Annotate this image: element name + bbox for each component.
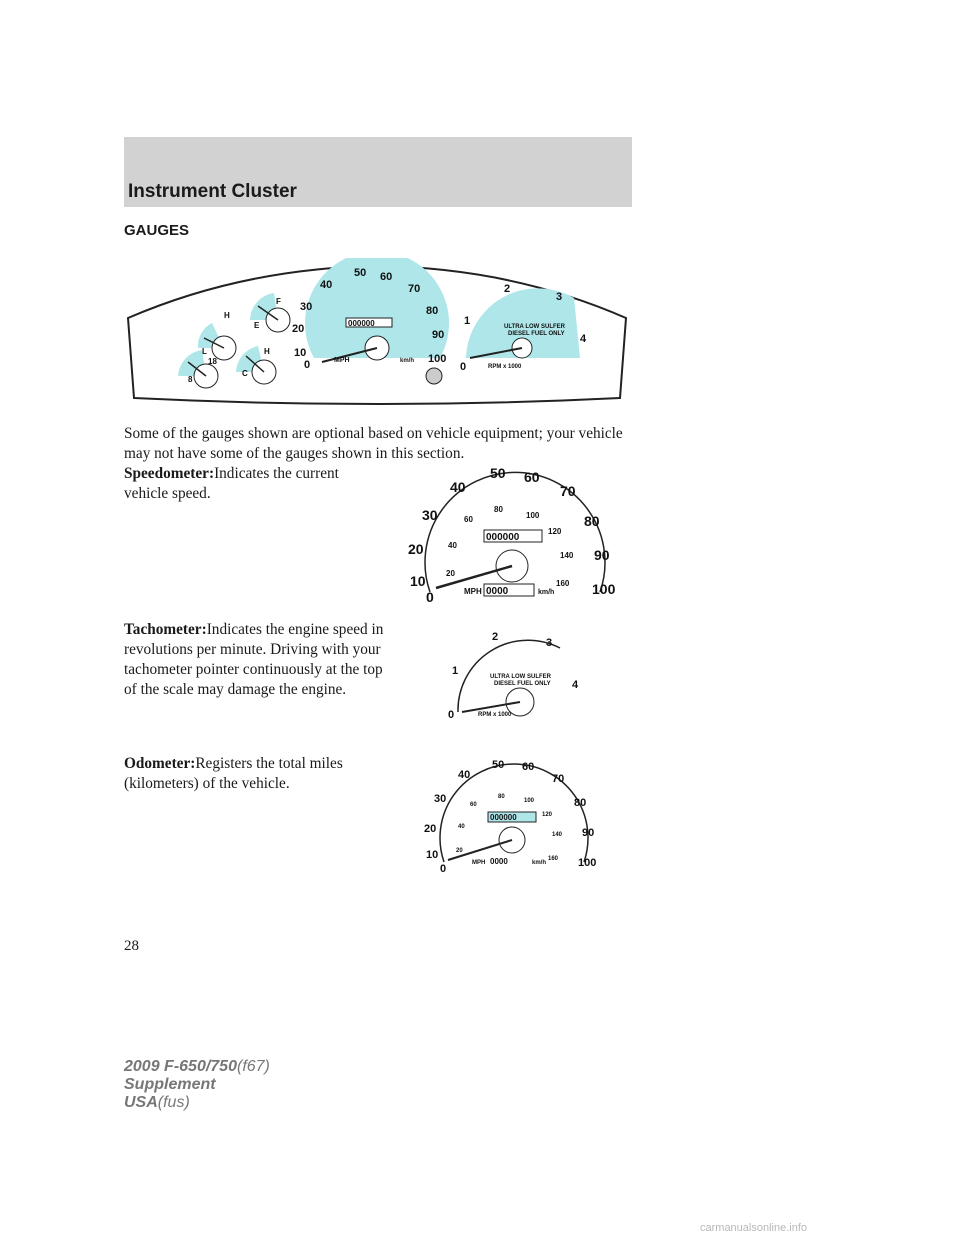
speedometer-text: Indicates the current vehicle speed. (124, 465, 339, 502)
svg-text:50: 50 (490, 465, 506, 481)
svg-text:0: 0 (440, 863, 447, 875)
fuel-gauge (250, 293, 290, 332)
tachometer-illustration (440, 628, 590, 724)
svg-text:70: 70 (552, 773, 565, 785)
svg-text:RPM x 1000: RPM x 1000 (478, 712, 512, 718)
svg-text:30: 30 (422, 507, 438, 523)
svg-text:000000: 000000 (348, 319, 375, 328)
svg-text:0: 0 (448, 709, 455, 721)
cluster-illustration (124, 258, 632, 410)
watermark[interactable]: carmanualsonline.info (700, 1222, 808, 1234)
svg-text:90: 90 (432, 329, 445, 341)
svg-text:F: F (276, 297, 281, 306)
oil-pressure-gauge (198, 311, 236, 360)
tachometer-text: Indicates the engine speed in revolutions per minute. Driving with your tachometer pointer continuously at the top of the scale may damage the engine. (124, 621, 384, 698)
odometer-description (124, 754, 386, 794)
svg-text:100: 100 (526, 511, 540, 520)
odometer-illustration (420, 754, 610, 878)
svg-text:50: 50 (354, 267, 367, 279)
svg-text:60: 60 (524, 469, 540, 485)
svg-text:4: 4 (580, 333, 587, 345)
svg-text:DIESEL FUEL ONLY: DIESEL FUEL ONLY (508, 331, 565, 337)
svg-text:80: 80 (498, 794, 505, 800)
svg-text:60: 60 (470, 802, 477, 808)
svg-text:ULTRA LOW SULFER: ULTRA LOW SULFER (490, 674, 551, 680)
svg-text:70: 70 (560, 483, 576, 499)
svg-text:40: 40 (458, 769, 471, 781)
svg-text:0000: 0000 (490, 857, 508, 866)
footer (124, 1058, 270, 1112)
svg-text:100: 100 (524, 798, 535, 804)
svg-text:0: 0 (304, 359, 311, 371)
svg-text:90: 90 (582, 827, 595, 839)
svg-text:40: 40 (448, 541, 457, 550)
page-title: Instrument Cluster (128, 181, 297, 202)
svg-text:20: 20 (292, 323, 305, 335)
svg-text:km/h: km/h (532, 860, 547, 866)
svg-text:120: 120 (542, 812, 553, 818)
footer-model-code: (f67) (236, 1058, 270, 1075)
svg-text:40: 40 (320, 279, 333, 291)
svg-text:80: 80 (426, 305, 439, 317)
svg-text:10: 10 (410, 573, 426, 589)
tachometer-term: Tachometer: (124, 621, 207, 638)
svg-text:70: 70 (408, 283, 421, 295)
svg-text:30: 30 (434, 793, 447, 805)
speedometer-description (124, 464, 386, 504)
svg-text:km/h: km/h (538, 589, 555, 596)
svg-text:000000: 000000 (486, 532, 520, 543)
svg-text:100: 100 (578, 857, 597, 869)
section-heading: GAUGES (124, 222, 190, 239)
svg-text:8: 8 (188, 375, 193, 384)
svg-text:160: 160 (556, 579, 570, 588)
footer-model: 2009 F-650/750 (124, 1058, 237, 1075)
svg-text:40: 40 (450, 479, 466, 495)
speedometer-illustration (400, 460, 630, 610)
footer-line2: Supplement (124, 1076, 216, 1093)
svg-text:30: 30 (300, 301, 313, 313)
svg-text:1: 1 (452, 665, 459, 677)
svg-text:50: 50 (492, 759, 505, 771)
cluster-speedometer (292, 258, 449, 371)
speedometer-term: Speedometer: (124, 465, 215, 482)
intro-paragraph: Some of the gauges shown are optional based on vehicle equipment; your vehicle may not have some of the gauges shown in this section. (124, 425, 623, 462)
svg-text:10: 10 (294, 347, 307, 359)
svg-text:MPH: MPH (464, 587, 482, 596)
svg-text:ULTRA LOW SULFER: ULTRA LOW SULFER (504, 324, 565, 330)
svg-text:E: E (254, 321, 260, 330)
svg-text:90: 90 (594, 547, 610, 563)
tachometer-description (124, 620, 386, 700)
svg-text:60: 60 (522, 761, 535, 773)
svg-text:DIESEL FUEL ONLY: DIESEL FUEL ONLY (494, 681, 551, 687)
svg-text:C: C (242, 369, 248, 378)
svg-text:RPM x 1000: RPM x 1000 (488, 364, 522, 370)
svg-text:100: 100 (592, 581, 616, 597)
svg-text:80: 80 (574, 797, 587, 809)
cluster-tachometer (460, 283, 587, 373)
svg-text:2: 2 (504, 283, 511, 295)
page-number: 28 (124, 938, 139, 954)
svg-text:0: 0 (426, 589, 434, 605)
svg-text:20: 20 (408, 541, 424, 557)
svg-text:140: 140 (560, 551, 574, 560)
footer-region-code: (fus) (157, 1094, 190, 1111)
svg-text:0: 0 (460, 361, 467, 373)
svg-text:L: L (202, 347, 207, 356)
svg-text:H: H (264, 347, 270, 356)
odometer-text: Registers the total miles (kilometers) of the vehicle. (124, 755, 343, 792)
svg-text:H: H (224, 311, 230, 320)
footer-region: USA (124, 1094, 158, 1111)
svg-text:0000: 0000 (486, 586, 509, 597)
svg-text:60: 60 (464, 515, 473, 524)
svg-text:km/h: km/h (400, 358, 415, 364)
svg-text:000000: 000000 (490, 813, 517, 822)
svg-text:MPH: MPH (472, 860, 486, 866)
svg-text:20: 20 (424, 823, 437, 835)
svg-text:100: 100 (428, 353, 447, 365)
svg-text:2: 2 (492, 631, 499, 643)
svg-text:20: 20 (446, 569, 455, 578)
svg-text:4: 4 (572, 679, 579, 691)
svg-text:160: 160 (548, 856, 559, 862)
svg-text:20: 20 (456, 848, 463, 854)
svg-text:140: 140 (552, 832, 563, 838)
svg-text:3: 3 (556, 291, 563, 303)
svg-text:40: 40 (458, 824, 465, 830)
svg-text:80: 80 (584, 513, 600, 529)
odometer-term: Odometer: (124, 755, 196, 772)
svg-text:10: 10 (426, 849, 439, 861)
svg-text:80: 80 (494, 505, 503, 514)
voltmeter-gauge (178, 350, 218, 388)
engine-temp-gauge (236, 346, 276, 384)
svg-text:1: 1 (464, 315, 471, 327)
svg-text:120: 120 (548, 527, 562, 536)
svg-text:18: 18 (208, 357, 217, 366)
svg-text:60: 60 (380, 271, 393, 283)
svg-text:MPH: MPH (334, 357, 350, 364)
svg-text:3: 3 (546, 637, 553, 649)
